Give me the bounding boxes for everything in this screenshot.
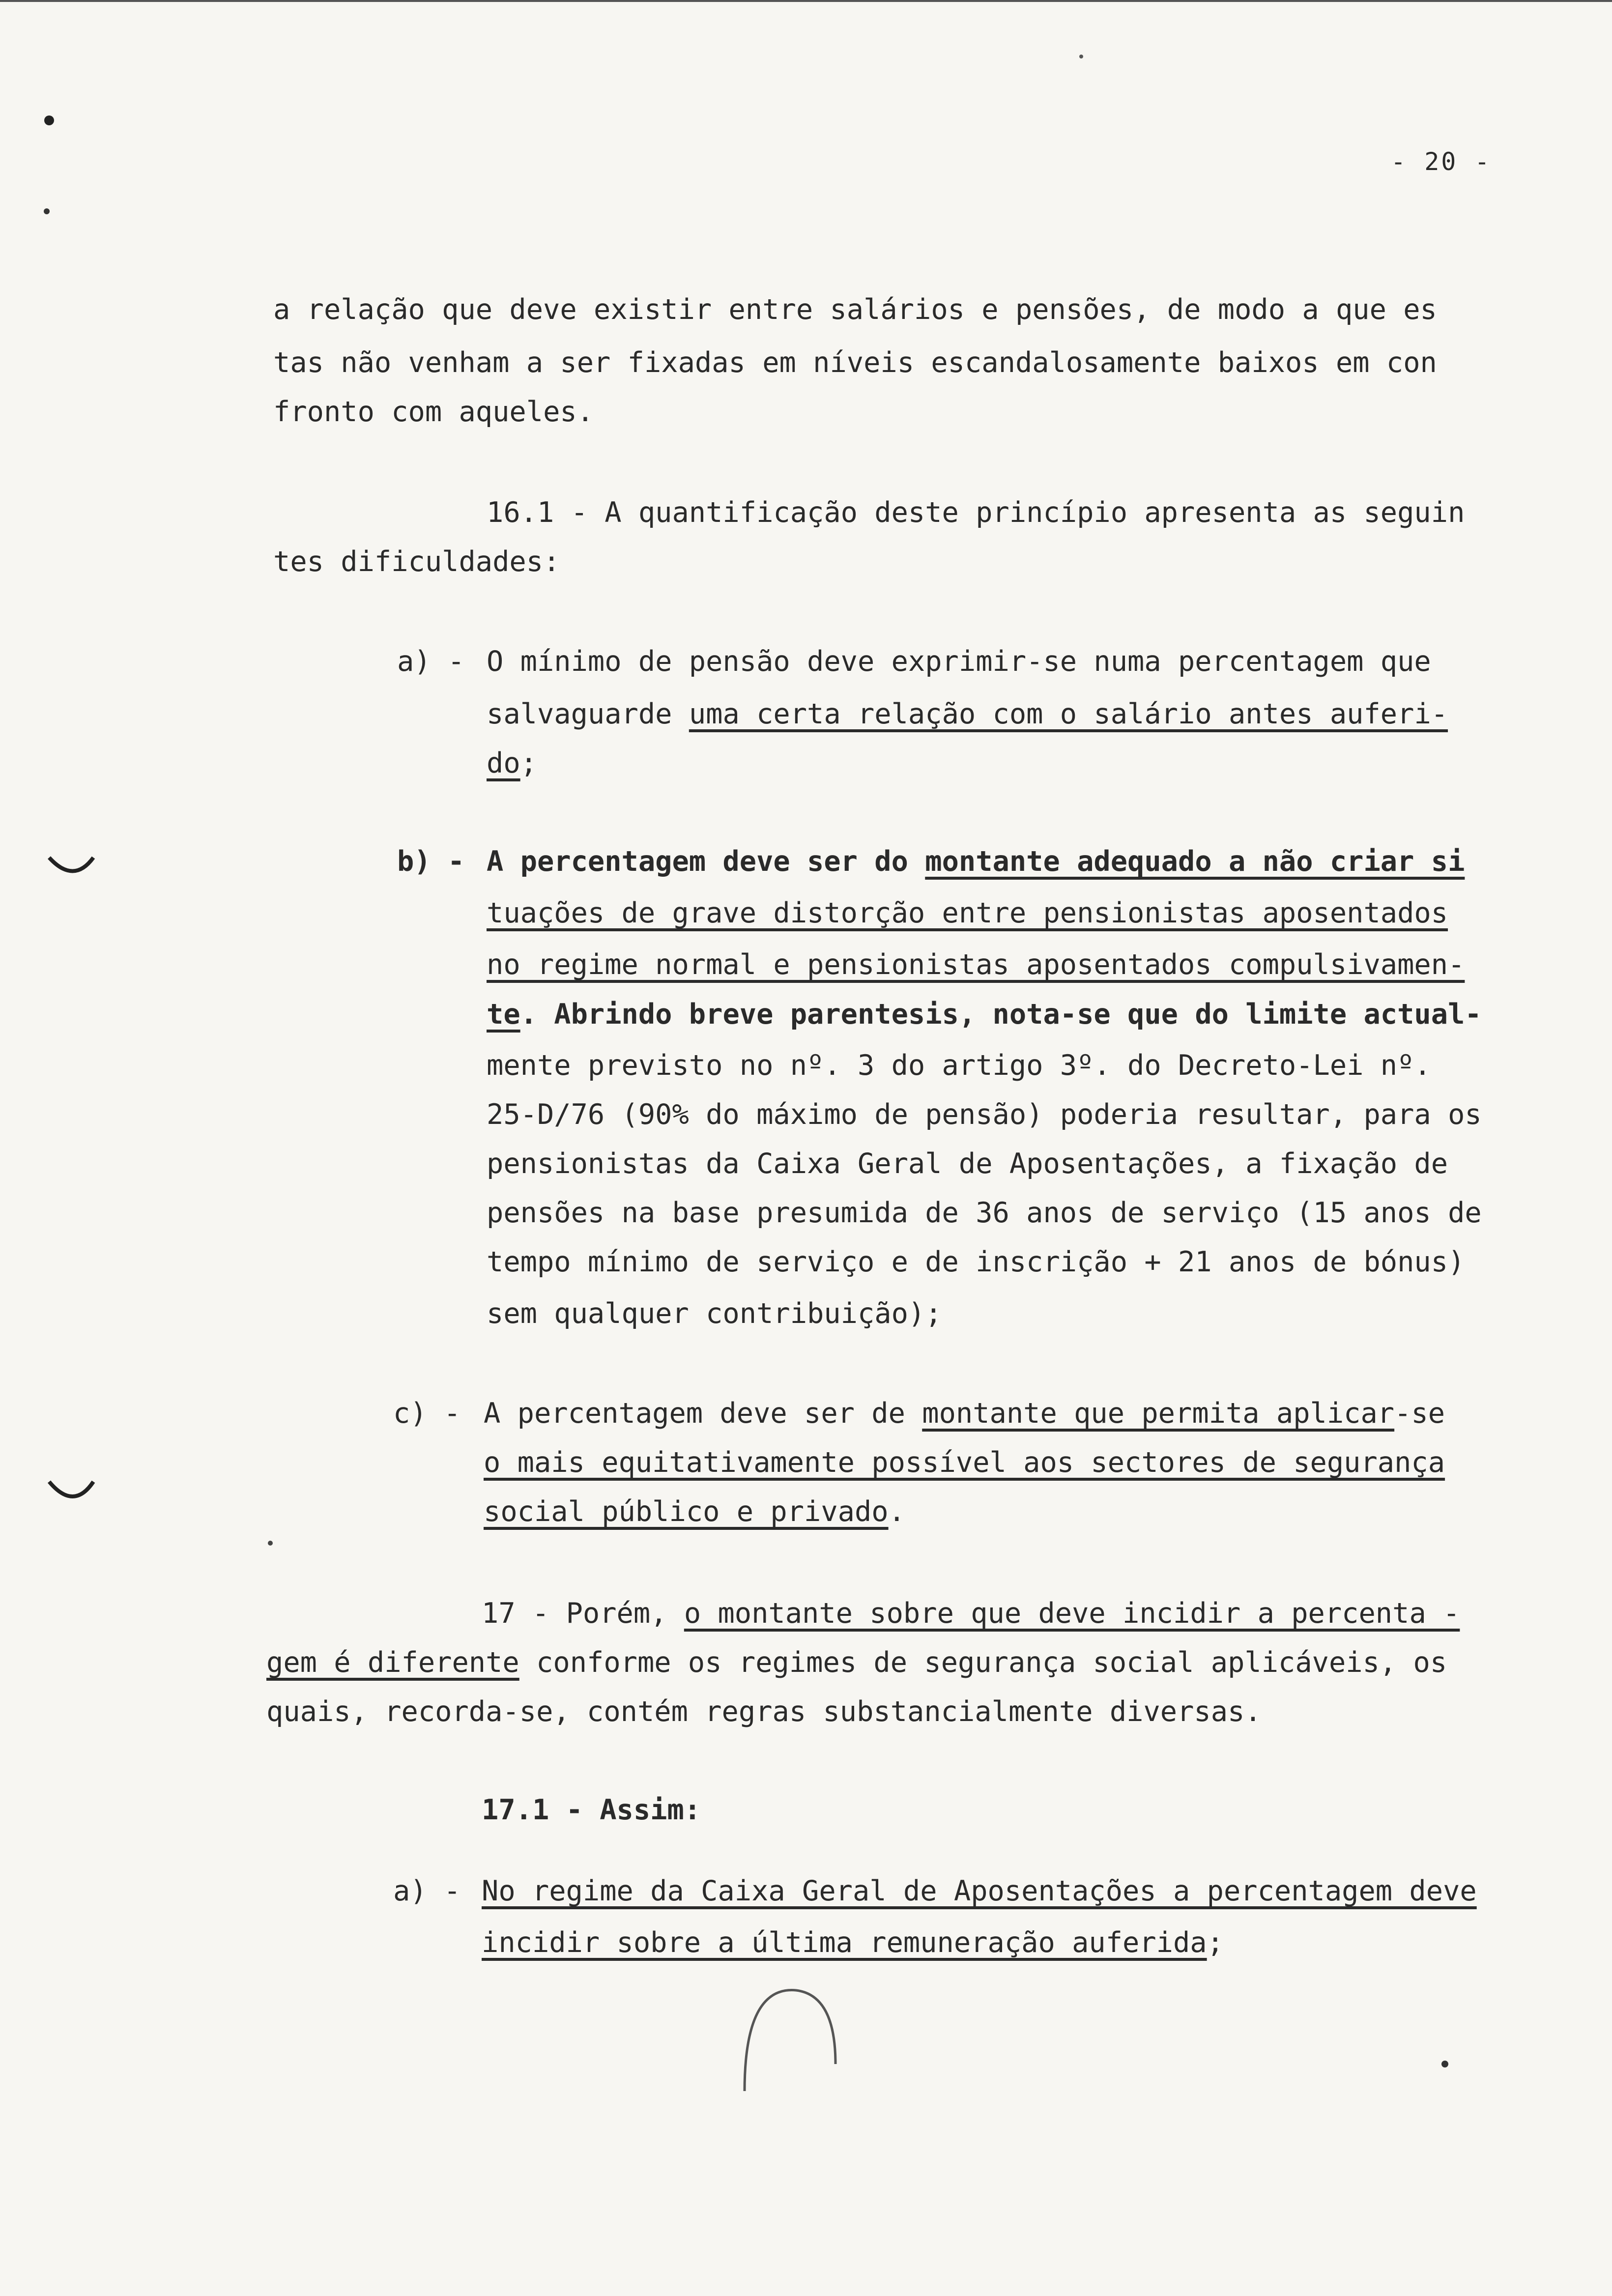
page-number: - 20 - <box>1391 147 1492 176</box>
item-b-line-7: pensionistas da Caixa Geral de Aposentações, a fixação de <box>487 1148 1448 1180</box>
item-a-line-1: O mínimo de pensão deve exprimir-se numa percentagem que <box>487 645 1431 678</box>
item-c-line-1-plain: A percentagem deve ser de <box>484 1397 922 1430</box>
item-a-marker: a) - <box>397 645 465 678</box>
ink-arc-mark <box>745 1990 835 2091</box>
item-b-line-6: 25-D/76 (90% do máximo de pensão) poderia resultar, para os <box>487 1098 1482 1131</box>
item-a-line-2-plain: salvaguarde <box>487 698 689 730</box>
item-c-line-3-tail: . <box>888 1495 905 1528</box>
section-17-1-item-line-2-tail: ; <box>1207 1926 1224 1959</box>
item-c-line-2-underlined: o mais equitativamente possível aos sectores de segurança <box>484 1446 1445 1479</box>
section-17-1-item-marker: a) - <box>393 1875 461 1907</box>
intro-line-1: a relação que deve existir entre salários e pensões, de modo a que es <box>273 293 1437 326</box>
scan-speck <box>268 1541 273 1546</box>
section-17-line-1-plain: 17 - Porém, <box>482 1597 684 1630</box>
item-c-line-1-underlined: montante que permita aplicar <box>922 1397 1395 1430</box>
item-a-line-3-tail: ; <box>520 747 537 779</box>
section-17-line-2-underlined: gem é diferente <box>266 1646 519 1679</box>
punch-hole-mark-upper <box>49 858 93 871</box>
item-b-line-8: pensões na base presumida de 36 anos de serviço (15 anos de <box>487 1197 1482 1229</box>
item-b-line-3-underlined: no regime normal e pensionistas aposentados compulsivamen- <box>487 948 1465 981</box>
item-b-line-1-underlined: montante adequado a não criar si <box>925 845 1465 878</box>
item-a-line-3-underlined: do <box>487 747 520 779</box>
section-16-1-line-2: tes dificuldades: <box>273 545 560 578</box>
scan-speck <box>44 208 50 214</box>
item-b-line-9: tempo mínimo de serviço e de inscrição + 21 anos de bónus) <box>487 1246 1465 1278</box>
item-b-line-4-tail: . Abrindo breve parentesis, nota-se que do limite actual- <box>520 998 1482 1031</box>
section-17-1-item-line-1-underlined: No regime da Caixa Geral de Aposentações a percentagem deve <box>482 1875 1477 1907</box>
item-b-line-5: mente previsto no nº. 3 do artigo 3º. do Decreto-Lei nº. <box>487 1049 1431 1082</box>
item-b-line-1-plain: A percentagem deve ser do <box>487 845 925 878</box>
intro-line-3: fronto com aqueles. <box>273 396 594 428</box>
item-b-line-4-underlined: te <box>487 998 520 1031</box>
item-b-marker: b) - <box>397 845 465 878</box>
scan-speck <box>1441 2061 1448 2067</box>
item-b-line-2-underlined: tuações de grave distorção entre pensionistas aposentados <box>487 897 1448 929</box>
section-17-line-3: quais, recorda-se, contém regras substancialmente diversas. <box>266 1695 1262 1728</box>
punch-hole-mark-lower <box>49 1482 93 1496</box>
section-17-line-2-tail: conforme os regimes de segurança social aplicáveis, os <box>519 1646 1447 1679</box>
scan-speck <box>44 115 54 125</box>
item-c-marker: c) - <box>393 1397 461 1430</box>
intro-line-2: tas não venham a ser fixadas em níveis escandalosamente baixos em con <box>273 346 1437 379</box>
item-c-line-3-underlined: social público e privado <box>484 1495 889 1528</box>
item-a-line-2-underlined: uma certa relação com o salário antes auferi- <box>689 698 1448 730</box>
section-17-1-item-line-2-underlined: incidir sobre a última remuneração auferida <box>482 1926 1207 1959</box>
item-c-line-1-tail: -se <box>1394 1397 1445 1430</box>
section-17-1-heading: 17.1 - Assim: <box>482 1794 701 1826</box>
section-17-line-1-underlined: o montante sobre que deve incidir a percenta - <box>684 1597 1460 1630</box>
section-16-1-line-1: 16.1 - A quantificação deste princípio apresenta as seguin <box>487 496 1465 529</box>
scan-speck <box>1079 55 1083 58</box>
item-b-line-10: sem qualquer contribuição); <box>487 1297 942 1330</box>
